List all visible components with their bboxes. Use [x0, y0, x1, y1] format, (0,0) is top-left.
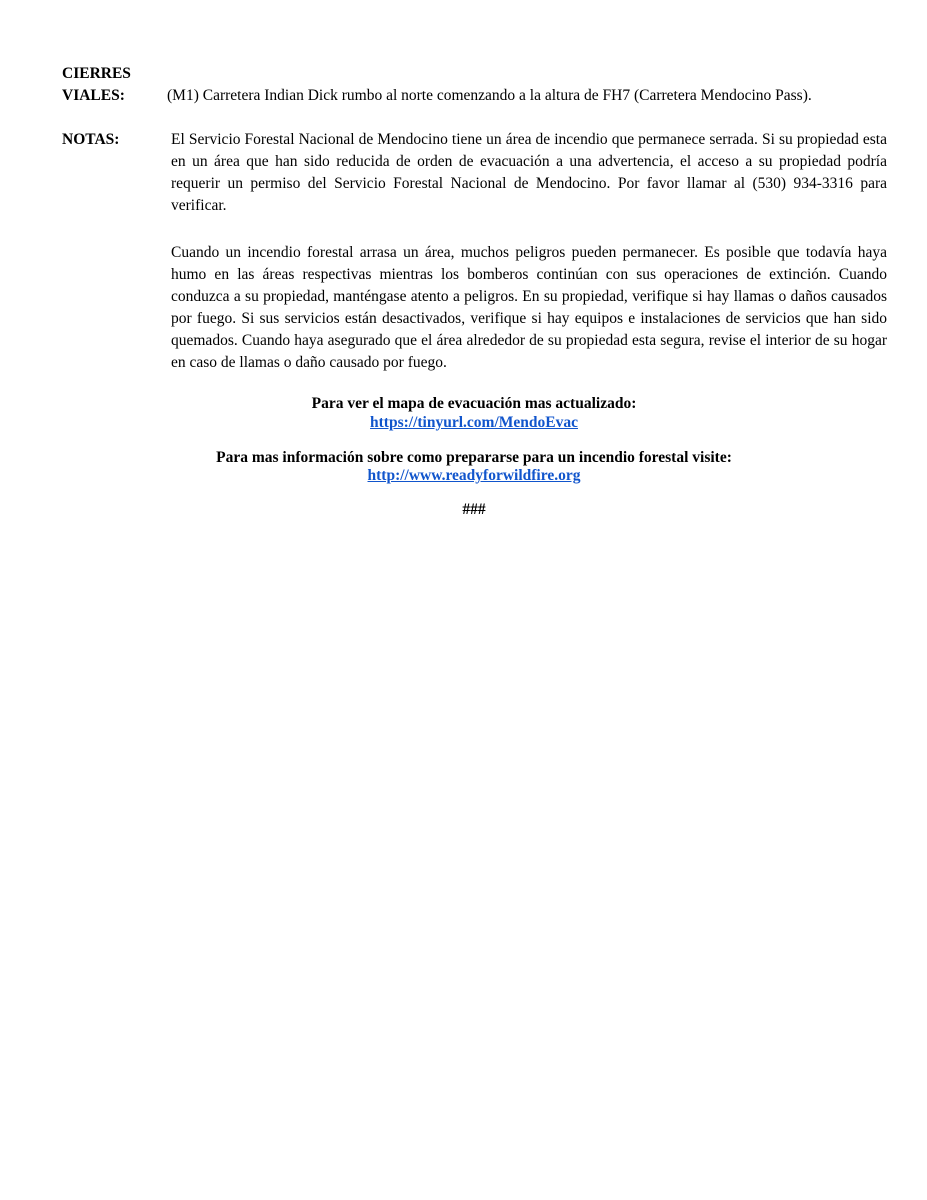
notes-paragraph-permit: El Servicio Forestal Nacional de Mendocino tiene un área de incendio que permanece serrada. Si su propiedad esta en un área que han sido reducida de orden de evacuación a una advertencia, el acceso a su propiedad podría requerir un permiso del Servicio Forestal Nacional de Mendocino. Por favor llamar al (530) 934-3316 para verificar. — [171, 131, 887, 214]
evacuation-map-link-row — [0, 413, 927, 432]
evacuation-map-heading: Para ver el mapa de evacuación mas actualizado: — [311, 395, 637, 412]
end-mark: ### — [462, 501, 486, 518]
evacuation-map-link[interactable]: https://tinyurl.com/MendoEvac — [370, 414, 578, 431]
closures-label-line2: VIALES: — [62, 87, 125, 104]
road-closure-text: (M1) Carretera Indian Dick rumbo al norte comenzando a la altura de FH7 (Carretera Mendocino Pass). — [167, 87, 812, 104]
wildfire-info-heading: Para mas información sobre como prepararse para un incendio forestal visite: — [216, 449, 732, 466]
notes-label: NOTAS: — [62, 131, 120, 148]
notes-paragraph-hazards: Cuando un incendio forestal arrasa un área, muchos peligros pueden permanecer. Es posible que todavía haya humo en las áreas respectivas mientras los bomberos continúan con sus operaciones de extinción. Cuando conduzca a su propiedad, manténgase atento a peligros. En su propiedad, verifique si hay llamas o daños causados por fuego. Si sus servicios están desactivados, verifique si hay equipos e instalaciones de servicios que han sido quemados. Cuando haya asegurado que el área alrededor de su propiedad esta segura, revise el interior de su hogar en caso de llamas o daño causado por fuego. — [171, 244, 887, 371]
wildfire-info-link-row — [0, 466, 927, 485]
wildfire-info-link[interactable]: http://www.readyforwildfire.org — [367, 467, 581, 484]
closures-label-line1: CIERRES — [62, 65, 131, 82]
